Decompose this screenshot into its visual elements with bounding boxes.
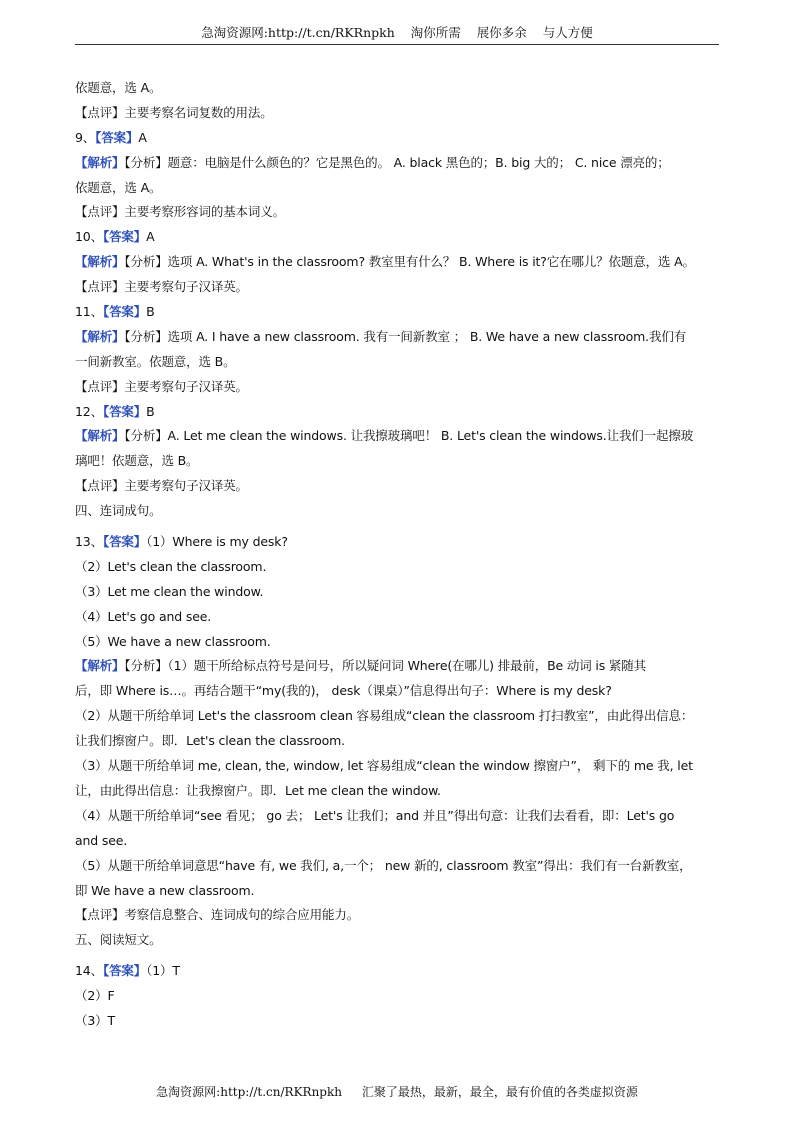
text-line: [75, 530, 719, 555]
text-line: [75, 1009, 719, 1034]
text-line: [75, 729, 719, 754]
answer-tag: 【答案】: [102, 304, 147, 320]
header-slogan-3: 与人方便: [542, 25, 593, 40]
analysis-tag: 【解析】: [75, 254, 125, 270]
line-text: 【点评】考察信息整合、连词成句的综合应用能力。: [75, 907, 360, 923]
line-text: （5）We have a new classroom.: [75, 633, 271, 649]
line-text: 【分析】选项 A. What's in the classroom? 教室里有什么？ B. Where is it?它在哪儿？依题意，选 A。: [124, 254, 695, 270]
line-text: （3）T: [75, 1012, 115, 1028]
text-line: [75, 879, 719, 904]
line-text: 让，由此得出信息：让我擦窗户。即．Let me clean the window.: [75, 782, 441, 798]
line-text: 【分析】题意：电脑是什么颜色的？它是黑色的。 A. black 黑色的；B. big 大的； C. nice 漂亮的；: [124, 154, 670, 170]
text-line: [75, 704, 719, 729]
answer-tag: 【答案】: [95, 129, 139, 145]
line-text: B: [146, 403, 155, 419]
text-line: [75, 829, 719, 854]
text-line: [75, 903, 719, 928]
text-line: [75, 275, 719, 300]
question-number: 11、: [75, 304, 103, 320]
header-slogan-1: 淘你所需: [410, 25, 461, 40]
line-text: （2）Let's clean the classroom.: [75, 558, 267, 574]
question-number: 12、: [75, 403, 103, 419]
line-text: 【分析】A. Let me clean the windows. 让我擦玻璃吧！ B. Let's clean the windows.让我们一起擦玻: [124, 428, 694, 444]
line-text: 依题意，选 A。: [75, 179, 162, 195]
text-line: [75, 854, 719, 879]
text-line: [75, 630, 719, 655]
line-text: 【点评】主要考察句子汉译英。: [75, 478, 248, 494]
text-line: [75, 679, 719, 704]
line-text: B: [146, 304, 155, 320]
text-line: [75, 754, 719, 779]
answer-tag: 【答案】: [102, 963, 147, 979]
answer-tag: 【答案】: [102, 229, 147, 245]
text-line: [75, 654, 719, 679]
line-text: （1）Where is my desk?: [146, 534, 288, 550]
analysis-tag: 【解析】: [75, 428, 125, 444]
text-line: [75, 126, 719, 151]
line-text: （4）从题干所给单词“see 看见； go 去； Let's 让我们；and 并且”得出句意：让我们去看看，即：Let's go: [75, 807, 675, 823]
line-text: 后，即 Where is…。再结合题干“my(我的)， desk（课桌）”信息得出句子：Where is my desk?: [75, 683, 612, 699]
question-number: 14、: [75, 963, 103, 979]
line-text: 即 We have a new classroom.: [75, 882, 255, 898]
line-text: 【点评】主要考察句子汉译英。: [75, 378, 248, 394]
text-line: [75, 580, 719, 605]
analysis-tag: 【解析】: [75, 328, 125, 344]
line-text: （3）从题干所给单词 me, clean, the, window, let 容易组成“clean the window 擦窗户”， 剩下的 me 我, let: [75, 758, 693, 774]
text-line: [75, 151, 719, 176]
line-text: A: [146, 229, 155, 245]
line-text: 四、连词成句。: [75, 503, 162, 519]
answer-tag: 【答案】: [102, 534, 147, 550]
text-line: [75, 375, 719, 400]
line-text: （2）F: [75, 988, 115, 1004]
line-text: 璃吧！依题意，选 B。: [75, 453, 199, 469]
line-text: 【点评】主要考察形容词的基本词义。: [75, 204, 285, 220]
text-line: [75, 350, 719, 375]
text-line: [75, 225, 719, 250]
line-text: 【点评】主要考察句子汉译英。: [75, 279, 248, 295]
text-line: [75, 200, 719, 225]
text-line: [75, 325, 719, 350]
line-text: 让我们擦窗户。即．Let's clean the classroom.: [75, 733, 345, 749]
line-text: 【分析】（1）题干所给标点符号是问号，所以疑问词 Where(在哪儿) 排最前，Be 动词 is 紧随其: [124, 658, 646, 674]
line-text: 依题意，选 A。: [75, 80, 162, 95]
analysis-tag: 【解析】: [75, 658, 125, 674]
line-text: （5）从题干所给单词意思“have 有, we 我们, a,一个； new 新的, classroom 教室”得出：我们有一台新教室，: [75, 857, 692, 873]
text-line: [75, 804, 719, 829]
line-text: A: [138, 129, 147, 145]
header-site: 急淘资源网:http://t.cn/RKRnpkh: [201, 25, 395, 40]
text-line: [75, 101, 719, 126]
page-header: [75, 22, 719, 45]
question-number: 9、: [75, 129, 96, 145]
text-line: [75, 959, 719, 984]
line-text: and see.: [75, 832, 128, 848]
question-number: 13、: [75, 534, 103, 550]
line-text: 【点评】主要考察名词复数的用法。: [75, 104, 273, 120]
text-line: [75, 474, 719, 499]
text-line: [75, 300, 719, 325]
text-line: [75, 449, 719, 474]
text-line: [75, 555, 719, 580]
text-line: [75, 499, 719, 524]
text-line: [75, 176, 719, 201]
text-line: [75, 250, 719, 275]
line-text: （1）T: [146, 963, 180, 979]
answer-tag: 【答案】: [102, 403, 147, 419]
text-line: [75, 984, 719, 1009]
page-footer: [75, 1082, 719, 1102]
line-text: 【分析】选项 A. I have a new classroom. 我有一间新教室 ； B. We have a new classroom.我们有: [124, 328, 687, 344]
analysis-tag: 【解析】: [75, 154, 125, 170]
answer-content: [75, 76, 719, 1034]
text-line: [75, 400, 719, 425]
line-text: 一间新教室。依题意，选 B。: [75, 353, 236, 369]
question-number: 10、: [75, 229, 103, 245]
footer-slogan: 汇聚了最热，最新，最全，最有价值的各类虚拟资源: [361, 1085, 638, 1099]
text-line: [75, 424, 719, 449]
header-slogan-2: 展你多余: [476, 25, 527, 40]
footer-site: 急淘资源网:http://t.cn/RKRnpkh: [156, 1085, 342, 1099]
line-text: （2）从题干所给单词 Let's the classroom clean 容易组成“clean the classroom 打扫教室”，由此得出信息：: [75, 708, 694, 724]
text-line: [75, 605, 719, 630]
text-line: [75, 76, 719, 101]
line-text: 五、阅读短文。: [75, 932, 162, 948]
line-text: （3）Let me clean the window.: [75, 583, 264, 599]
line-text: （4）Let's go and see.: [75, 608, 212, 624]
text-line: [75, 779, 719, 804]
text-line: [75, 928, 719, 953]
